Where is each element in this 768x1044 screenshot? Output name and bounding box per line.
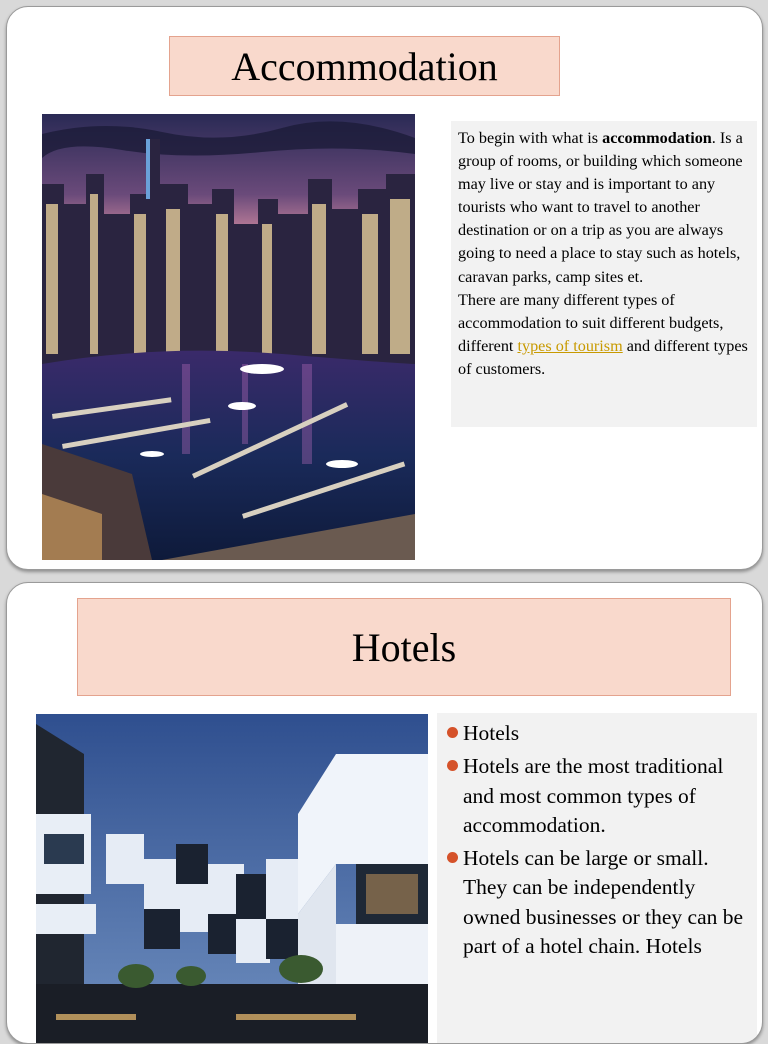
definition-paragraph <box>458 127 757 289</box>
marina-night-photo <box>42 114 415 560</box>
hotels-bullet-list <box>447 719 757 961</box>
bold-term: accommodation <box>602 129 712 147</box>
list-item: Hotels are the most traditional and most common types of accommodation. <box>447 752 757 840</box>
types-after-text: and different types of customers. <box>458 336 748 378</box>
types-paragraph <box>458 289 757 381</box>
bullet-icon <box>447 727 458 738</box>
slide-title: Hotels <box>77 598 731 696</box>
modern-hotel-photo <box>36 714 428 1044</box>
slide-accommodation <box>6 6 763 570</box>
types-of-tourism-link[interactable]: types of tourism <box>517 336 623 355</box>
bullet-icon <box>447 852 458 863</box>
list-item: Hotels can be large or small. They can be independently owned businesses or they can be part of a hotel chain. Hotels <box>447 844 757 961</box>
slide-title: Accommodation <box>169 36 560 96</box>
intro-text: To begin with what is <box>458 129 603 147</box>
types-before-text: There are many different types of accommodation to suit different budgets, different <box>458 290 724 355</box>
bullet-icon <box>447 760 458 771</box>
definition-text: . Is a group of rooms, or building which someone may live or stay and is important to any tourists who want to travel to another destination or on a trip as you are always going to need a place to stay such as hotels, caravan parks, camp sites et. <box>458 129 743 286</box>
hotels-description <box>437 713 757 1044</box>
list-item: Hotels <box>447 719 757 748</box>
slide-hotels <box>6 582 763 1044</box>
accommodation-description <box>451 121 757 427</box>
